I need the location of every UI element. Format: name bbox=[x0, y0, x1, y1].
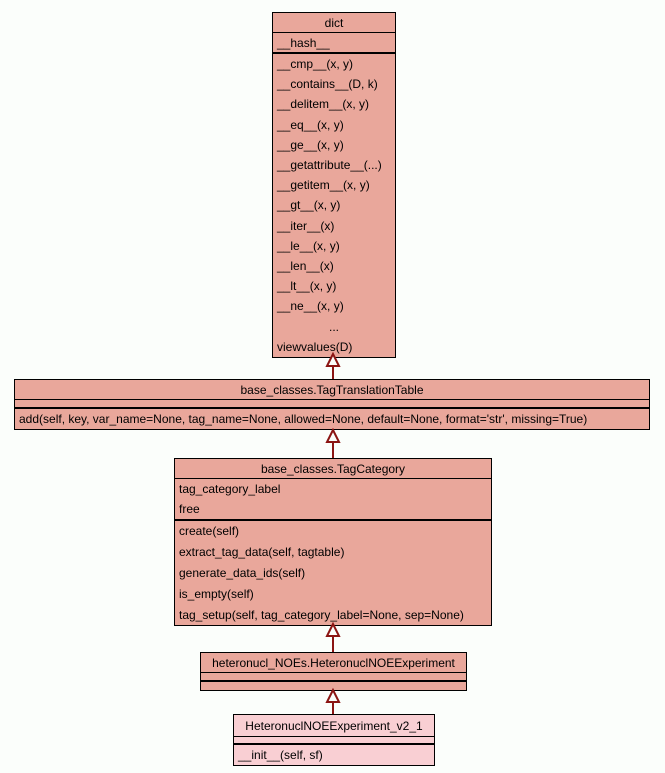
method-row: create(self) bbox=[179, 524, 240, 539]
attribute-row: __hash__ bbox=[277, 35, 330, 50]
method-row: __lt__(x, y) bbox=[277, 279, 337, 294]
method-row: __getitem__(x, y) bbox=[277, 178, 370, 193]
class-title: HeteronuclNOEExperiment_v2_1 bbox=[245, 718, 423, 733]
attributes-compartment bbox=[273, 32, 395, 52]
method-row: __getattribute__(...) bbox=[277, 158, 382, 173]
class-title: heteronucl_NOEs.HeteronuclNOEExperiment bbox=[212, 655, 455, 670]
method-row: __cmp__(x, y) bbox=[277, 57, 354, 72]
attribute-row: free bbox=[179, 502, 200, 516]
ellipsis-row: ... bbox=[328, 319, 339, 334]
class-title: base_classes.TagCategory bbox=[260, 461, 406, 476]
methods-compartment bbox=[273, 52, 395, 357]
method-row: __len__(x) bbox=[277, 258, 334, 273]
methods-compartment bbox=[15, 407, 649, 429]
class-title: dict bbox=[324, 15, 344, 30]
attribute-row: tag_category_label bbox=[179, 482, 281, 496]
attributes-compartment bbox=[234, 736, 434, 743]
class-box-tag-translation-table[interactable] bbox=[14, 379, 650, 430]
method-row: generate_data_ids(self) bbox=[179, 565, 306, 580]
methods-compartment bbox=[201, 680, 466, 690]
methods-compartment bbox=[175, 519, 491, 625]
method-row: __eq__(x, y) bbox=[277, 117, 344, 132]
class-box-tag-category[interactable] bbox=[174, 458, 492, 626]
empty-methods bbox=[201, 682, 466, 690]
class-box-heteronucl-noe-experiment-v2-1[interactable] bbox=[233, 714, 435, 766]
inheritance-arrow-v2-to-het bbox=[327, 690, 339, 714]
method-row: __iter__(x) bbox=[277, 218, 335, 233]
method-row: add(self, key, var_name=None, tag_name=None, allowed=None, default=None, format='str', missing=True) bbox=[19, 412, 588, 426]
inheritance-arrow-het-to-tc bbox=[327, 624, 339, 652]
attributes-compartment bbox=[201, 672, 466, 680]
method-row: __delitem__(x, y) bbox=[277, 97, 370, 112]
method-row: __init__(self, sf) bbox=[238, 748, 323, 762]
empty-attributes bbox=[201, 673, 466, 680]
method-row: __ge__(x, y) bbox=[277, 137, 344, 152]
method-row: __ne__(x, y) bbox=[277, 299, 344, 314]
method-row: __contains__(D, k) bbox=[277, 77, 378, 92]
class-box-dict[interactable] bbox=[272, 12, 396, 358]
class-title: base_classes.TagTranslationTable bbox=[240, 382, 424, 397]
inheritance-arrow-tc-to-ttt bbox=[327, 430, 339, 458]
method-row: __le__(x, y) bbox=[277, 238, 340, 253]
method-row: extract_tag_data(self, tagtable) bbox=[179, 545, 345, 560]
attributes-compartment bbox=[15, 399, 649, 407]
empty-attributes bbox=[15, 400, 649, 407]
method-row: viewvalues(D) bbox=[277, 339, 353, 354]
class-box-heteronucl-noe-experiment[interactable] bbox=[200, 652, 467, 691]
method-row: __gt__(x, y) bbox=[277, 198, 341, 213]
methods-compartment bbox=[234, 743, 434, 765]
attributes-compartment bbox=[175, 478, 491, 519]
method-row: tag_setup(self, tag_category_label=None, sep=None) bbox=[179, 607, 464, 622]
method-row: is_empty(self) bbox=[179, 586, 254, 601]
